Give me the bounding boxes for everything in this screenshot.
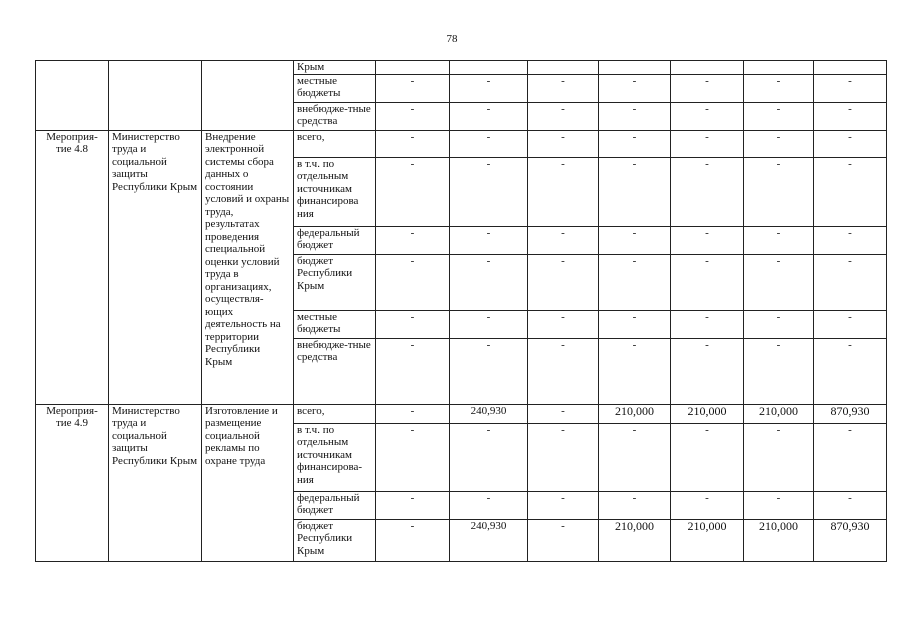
funding-source: всего, (294, 130, 376, 157)
funding-source: внебюдже-тные средства (294, 338, 376, 404)
value-cell: - (376, 102, 450, 130)
value-cell: - (744, 226, 814, 254)
value-cell: - (450, 310, 528, 338)
value-cell: - (376, 404, 450, 423)
value-cell (671, 61, 744, 75)
value-cell: - (744, 338, 814, 404)
funding-source: в т.ч. по отдельным источникам финансирова-ния (294, 423, 376, 491)
event-name-cell: Мероприя-тие 4.9 (36, 404, 109, 561)
value-cell: 240,930 (450, 519, 528, 561)
value-cell: - (744, 254, 814, 310)
value-cell: - (376, 491, 450, 519)
value-cell: - (599, 338, 671, 404)
funding-source: Крым (294, 61, 376, 75)
value-cell: - (814, 310, 887, 338)
executor-cell (109, 61, 202, 131)
value-cell: 210,000 (744, 404, 814, 423)
funding-source: бюджет Республики Крым (294, 519, 376, 561)
value-cell: - (376, 130, 450, 157)
value-cell: - (599, 226, 671, 254)
value-cell: - (671, 254, 744, 310)
value-cell: - (599, 254, 671, 310)
funding-source: местные бюджеты (294, 74, 376, 102)
funding-table (35, 60, 887, 562)
value-cell: - (528, 226, 599, 254)
value-cell: - (814, 423, 887, 491)
value-cell: 210,000 (599, 404, 671, 423)
value-cell: - (376, 310, 450, 338)
value-cell: - (744, 423, 814, 491)
value-cell: - (814, 226, 887, 254)
value-cell: - (814, 338, 887, 404)
value-cell: - (450, 130, 528, 157)
value-cell: - (528, 157, 599, 226)
value-cell: - (599, 310, 671, 338)
table-row (36, 404, 887, 423)
table-row (36, 61, 887, 75)
value-cell: - (814, 74, 887, 102)
value-cell: - (744, 74, 814, 102)
value-cell (599, 61, 671, 75)
value-cell: - (450, 254, 528, 310)
value-cell: - (528, 423, 599, 491)
value-cell: - (671, 130, 744, 157)
value-cell: - (528, 404, 599, 423)
value-cell: 210,000 (671, 404, 744, 423)
value-cell: - (671, 423, 744, 491)
value-cell: - (814, 254, 887, 310)
value-cell: - (744, 157, 814, 226)
value-cell: - (744, 491, 814, 519)
funding-source: внебюдже-тные средства (294, 102, 376, 130)
value-cell: - (450, 157, 528, 226)
value-cell: - (599, 130, 671, 157)
value-cell: - (671, 491, 744, 519)
description-cell: Внедрение электронной системы сбора данных о состоянии условий и охраны труда, результатах проведения специальной оценки условий труда в организациях, осуществля-ющих деятельность на территории Республики Крым (202, 130, 294, 404)
funding-source: в т.ч. по отдельным источникам финансирова ния (294, 157, 376, 226)
executor-cell: Министерство труда и социальной защиты Республики Крым (109, 130, 202, 404)
value-cell: - (671, 74, 744, 102)
value-cell: - (744, 102, 814, 130)
page-number: 78 (446, 33, 458, 45)
value-cell: - (671, 102, 744, 130)
value-cell: - (528, 254, 599, 310)
value-cell: - (599, 423, 671, 491)
value-cell: - (376, 338, 450, 404)
value-cell: 870,930 (814, 404, 887, 423)
funding-source: местные бюджеты (294, 310, 376, 338)
description-cell: Изготовление и размещение социальной рекламы по охране труда (202, 404, 294, 561)
value-cell: - (744, 130, 814, 157)
value-cell: 210,000 (671, 519, 744, 561)
value-cell: - (376, 423, 450, 491)
event-name-cell (36, 61, 109, 131)
value-cell: - (528, 519, 599, 561)
value-cell: 870,930 (814, 519, 887, 561)
value-cell: - (814, 102, 887, 130)
value-cell: - (671, 157, 744, 226)
value-cell: - (528, 338, 599, 404)
value-cell: - (744, 310, 814, 338)
executor-cell: Министерство труда и социальной защиты Республики Крым (109, 404, 202, 561)
value-cell: - (599, 74, 671, 102)
value-cell: - (376, 157, 450, 226)
value-cell: - (671, 226, 744, 254)
value-cell (450, 61, 528, 75)
value-cell (528, 61, 599, 75)
value-cell (814, 61, 887, 75)
value-cell: - (599, 491, 671, 519)
value-cell: - (599, 157, 671, 226)
value-cell: 210,000 (599, 519, 671, 561)
value-cell: - (528, 310, 599, 338)
value-cell: 210,000 (744, 519, 814, 561)
value-cell: - (814, 491, 887, 519)
value-cell: - (814, 130, 887, 157)
value-cell: - (528, 102, 599, 130)
value-cell: - (450, 226, 528, 254)
value-cell: - (450, 338, 528, 404)
value-cell (744, 61, 814, 75)
funding-source: федеральный бюджет (294, 226, 376, 254)
value-cell: - (450, 491, 528, 519)
value-cell: - (376, 254, 450, 310)
value-cell: - (528, 130, 599, 157)
event-name-cell: Мероприя-тие 4.8 (36, 130, 109, 404)
value-cell (376, 61, 450, 75)
value-cell: - (528, 74, 599, 102)
value-cell: - (671, 338, 744, 404)
value-cell: - (671, 310, 744, 338)
value-cell: - (450, 74, 528, 102)
value-cell: - (450, 102, 528, 130)
value-cell: - (814, 157, 887, 226)
value-cell: - (450, 423, 528, 491)
value-cell: - (599, 102, 671, 130)
value-cell: - (376, 519, 450, 561)
funding-source: бюджет Республики Крым (294, 254, 376, 310)
value-cell: - (376, 74, 450, 102)
value-cell: - (376, 226, 450, 254)
table-row (36, 130, 887, 157)
funding-source: федеральный бюджет (294, 491, 376, 519)
value-cell: 240,930 (450, 404, 528, 423)
funding-source: всего, (294, 404, 376, 423)
description-cell (202, 61, 294, 131)
value-cell: - (528, 491, 599, 519)
